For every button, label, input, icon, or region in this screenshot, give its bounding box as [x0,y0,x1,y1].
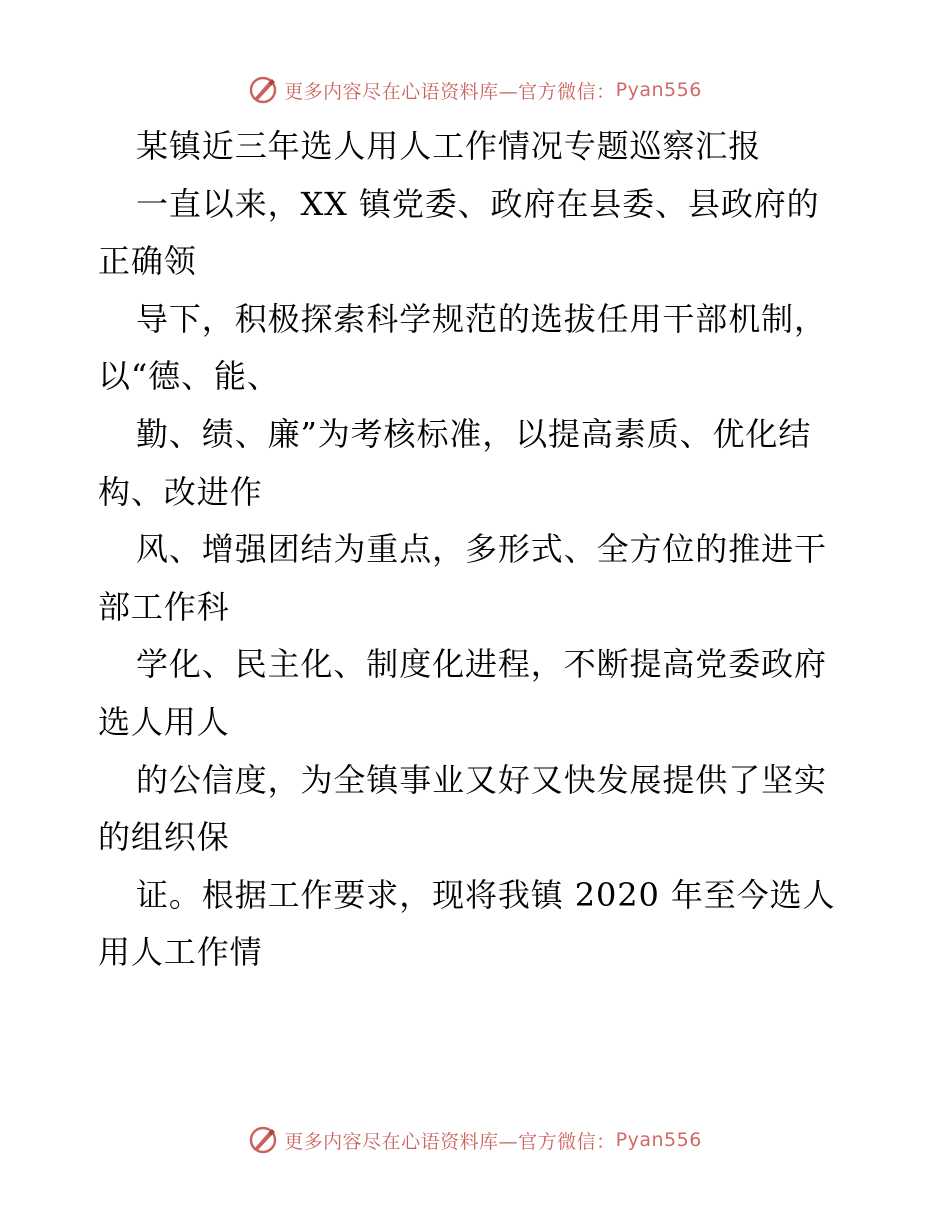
paragraph-line: 一直以来，XX 镇党委、政府在县委、县政府的 [136,184,820,223]
pen-logo-icon [248,75,278,105]
paragraph-line: 证。根据工作要求，现将我镇 2020 年至今选人 [136,875,836,914]
document-body [98,118,858,982]
paragraph-line: 勤、绩、廉”为考核标准，以提高素质、优化结 [136,414,812,453]
watermark-text: 更多内容尽在心语资料库—官方微信： [284,1130,616,1153]
paragraph-line: 用人工作情 [98,933,263,972]
pen-logo-icon [248,1125,278,1155]
paragraph-line: 学化、民主化、制度化进程，不断提高党委政府 [136,645,827,684]
footer-watermark [0,1120,950,1160]
watermark-text: 更多内容尽在心语资料库—官方微信： [284,80,616,103]
watermark-wechat-id: Pyan556 [615,1129,702,1151]
paragraph-line: 的组织保 [98,818,230,857]
paragraph-line: 选人用人 [98,702,230,741]
paragraph-line: 构、改进作 [98,472,263,511]
document-title: 某镇近三年选人用人工作情况专题巡察汇报 [136,127,762,165]
paragraph-line: 以“德、能、 [98,357,280,396]
header-watermark [0,70,950,110]
paragraph-line: 风、增强团结为重点，多形式、全方位的推进干 [136,530,827,569]
watermark-wechat-id: Pyan556 [615,79,702,101]
paragraph-line: 部工作科 [98,587,230,626]
paragraph-line: 的公信度，为全镇事业又好又快发展提供了坚实 [136,760,827,799]
paragraph-line: 导下，积极探索科学规范的选拔任用干部机制， [136,299,827,338]
paragraph-line: 正确领 [98,242,197,281]
